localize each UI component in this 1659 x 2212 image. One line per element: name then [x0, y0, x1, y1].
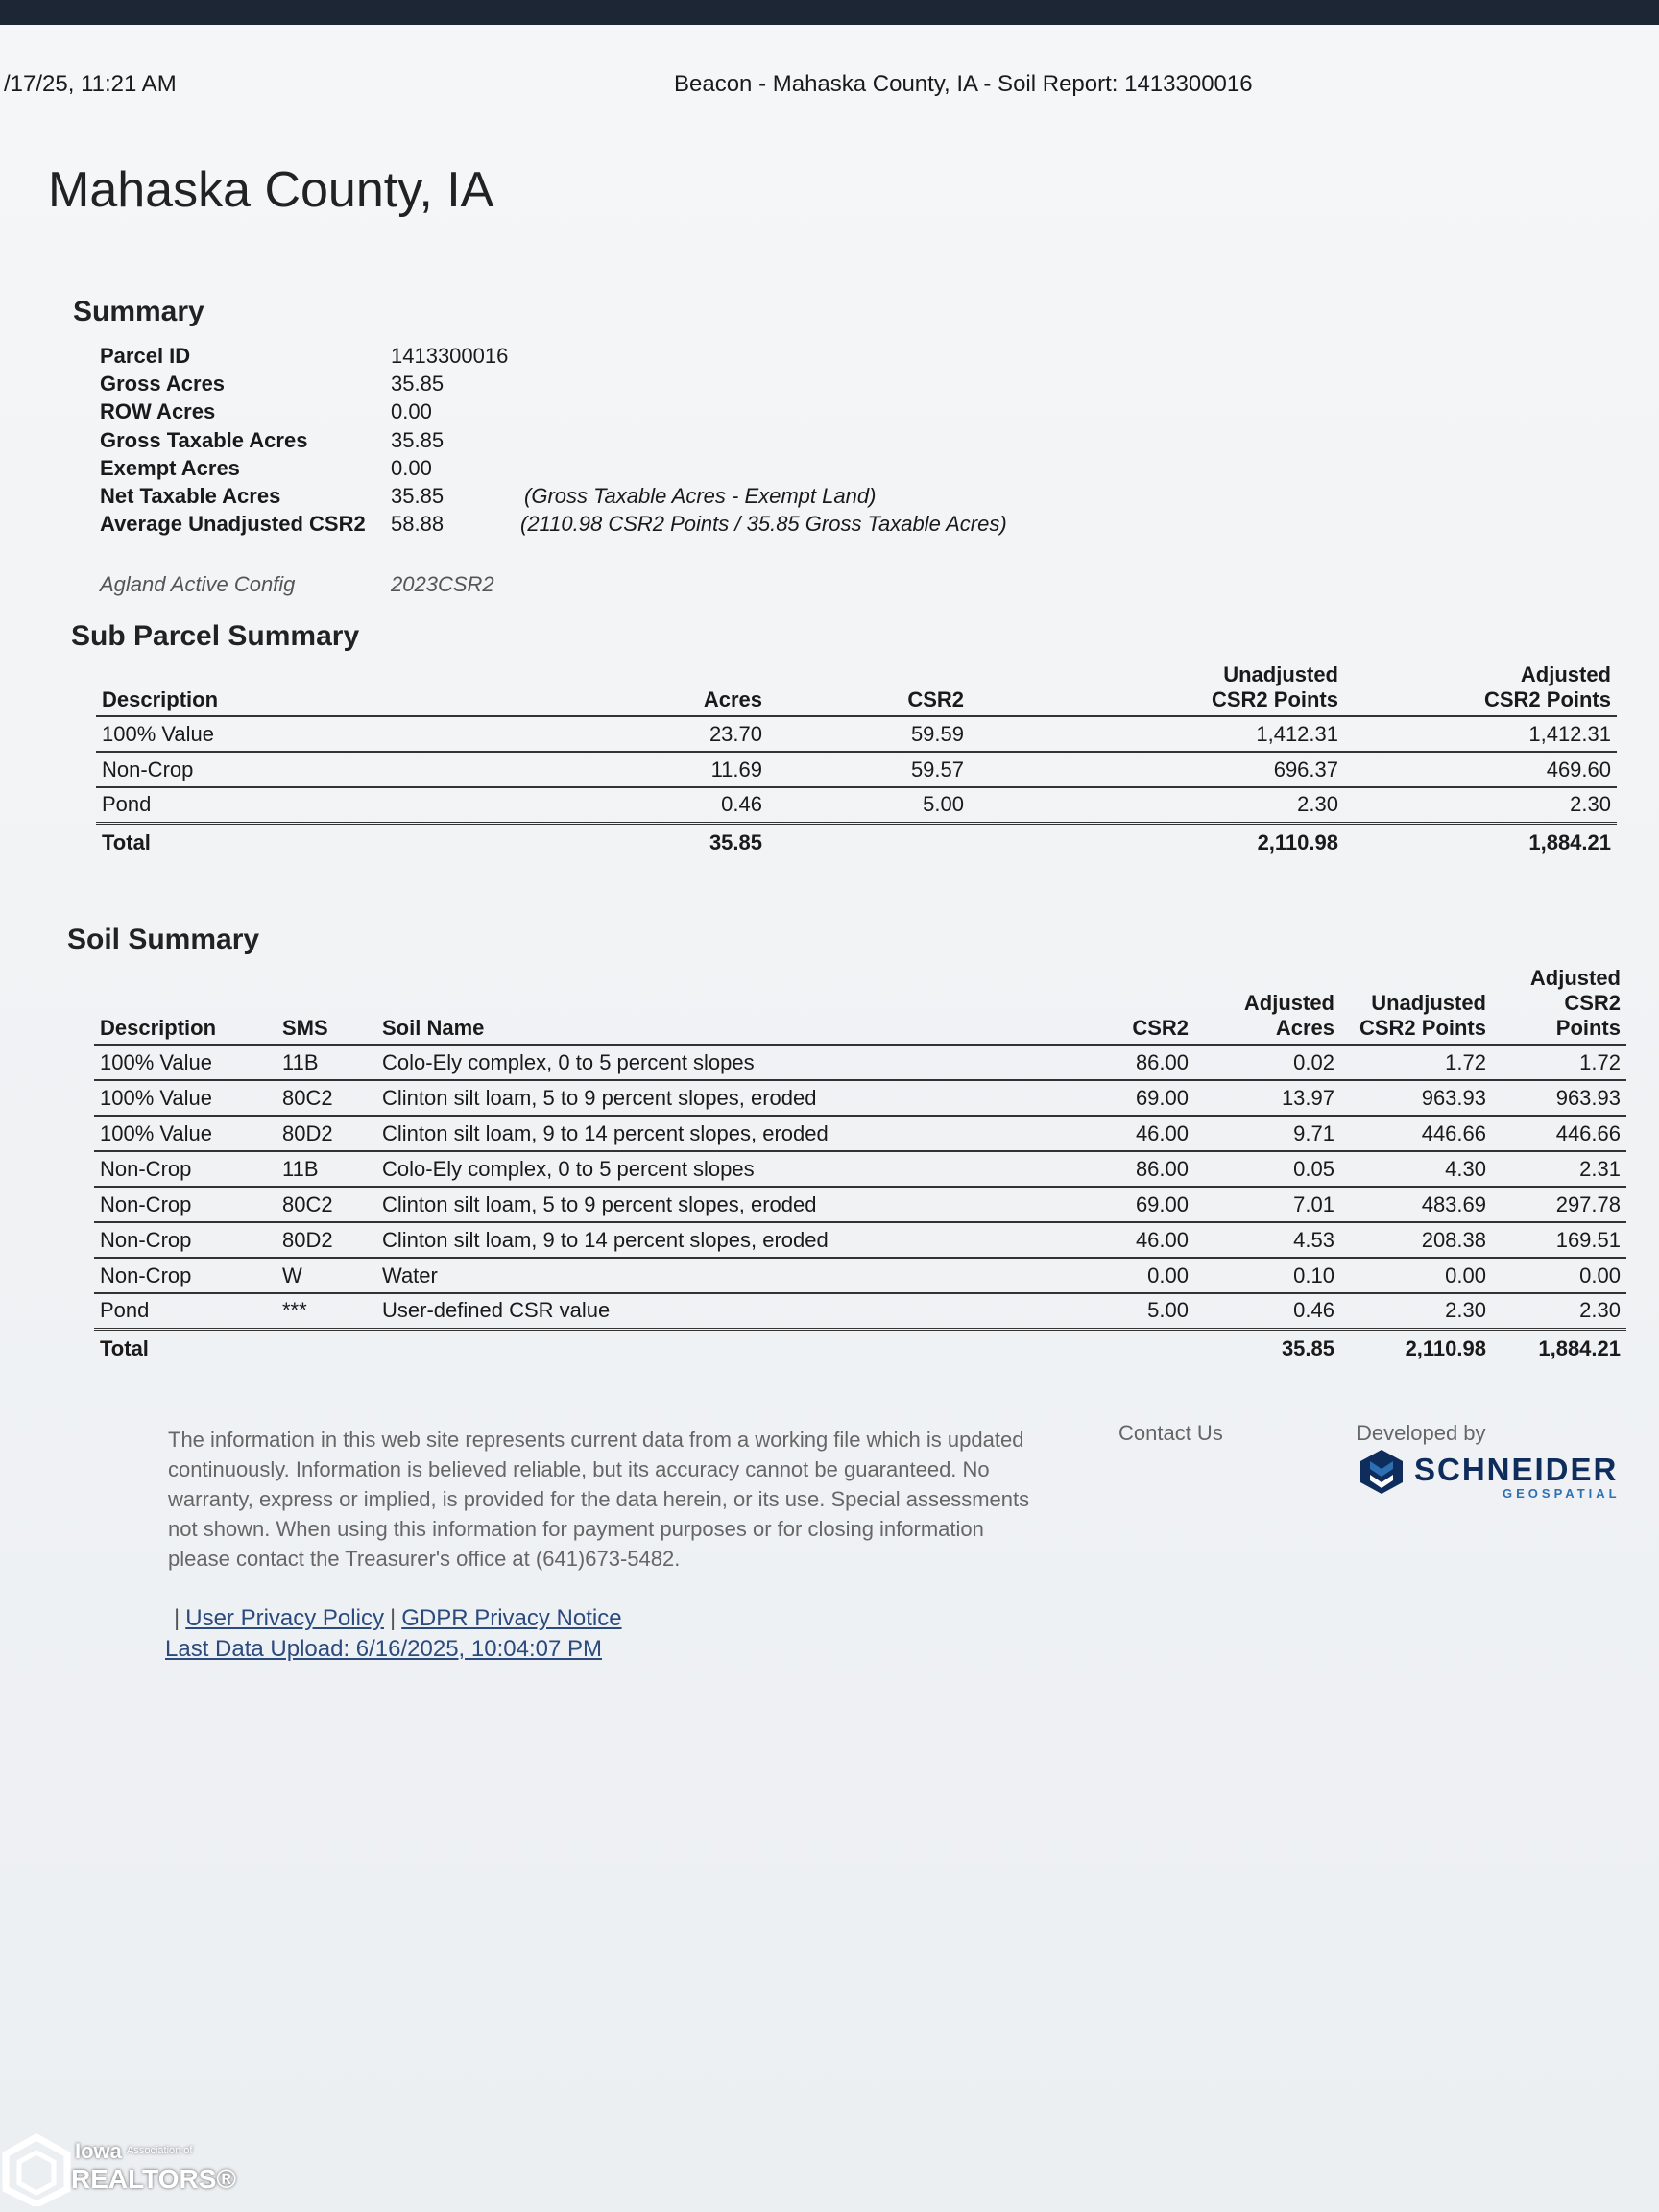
table-cell: 208.38 — [1340, 1222, 1492, 1258]
table-cell: 9.71 — [1194, 1116, 1340, 1151]
table-row — [96, 752, 1617, 787]
logo-subtitle: GEOSPATIAL — [1503, 1486, 1621, 1501]
table-cell: 80D2 — [276, 1222, 376, 1258]
sub-parcel-table — [96, 662, 1617, 861]
config-value: 2023CSR2 — [391, 572, 494, 596]
table-row — [94, 1187, 1626, 1222]
table-cell: 1,884.21 — [1344, 823, 1617, 861]
table-cell: Non-Crop — [96, 752, 538, 787]
table-cell: 0.46 — [1194, 1293, 1340, 1329]
table-cell: 4.30 — [1340, 1151, 1492, 1187]
table-cell: 2.30 — [1344, 787, 1617, 823]
table-cell: 46.00 — [1035, 1222, 1194, 1258]
table-cell: Non-Crop — [94, 1222, 276, 1258]
table-cell: 446.66 — [1340, 1116, 1492, 1151]
schneider-logo-icon — [1357, 1448, 1407, 1496]
table-cell: 80C2 — [276, 1187, 376, 1222]
column-header: Soil Name — [376, 966, 1035, 1045]
table-row — [94, 1080, 1626, 1116]
table-cell: 1.72 — [1340, 1045, 1492, 1080]
table-cell: User-defined CSR value — [376, 1293, 1035, 1329]
table-cell: 35.85 — [538, 823, 768, 861]
table-cell: 0.02 — [1194, 1045, 1340, 1080]
column-header: Unadjusted CSR2 Points — [1340, 966, 1492, 1045]
table-cell: 0.00 — [1340, 1258, 1492, 1293]
summary-note: (2110.98 CSR2 Points / 35.85 Gross Taxable Acres) — [520, 512, 1007, 536]
table-cell: 100% Value — [94, 1080, 276, 1116]
print-timestamp: /17/25, 11:21 AM — [4, 71, 177, 97]
table-cell: 2,110.98 — [1340, 1329, 1492, 1367]
summary-label: Exempt Acres — [100, 456, 240, 480]
table-cell: Total — [96, 823, 538, 861]
table-total-row — [94, 1329, 1626, 1367]
table-cell: 4.53 — [1194, 1222, 1340, 1258]
table-cell: Clinton silt loam, 5 to 9 percent slopes, eroded — [376, 1080, 1035, 1116]
table-cell: 69.00 — [1035, 1187, 1194, 1222]
table-cell: 59.59 — [768, 716, 970, 752]
table-cell: Pond — [96, 787, 538, 823]
table-cell: 35.85 — [1194, 1329, 1340, 1367]
last-data-upload-link[interactable]: Last Data Upload: 6/16/2025, 10:04:07 PM — [165, 1636, 602, 1662]
table-cell: Colo-Ely complex, 0 to 5 percent slopes — [376, 1151, 1035, 1187]
summary-label: Gross Taxable Acres — [100, 428, 308, 452]
table-cell: 483.69 — [1340, 1187, 1492, 1222]
county-title: Mahaska County, IA — [48, 162, 494, 218]
table-cell: 1,412.31 — [970, 716, 1344, 752]
table-cell: Non-Crop — [94, 1151, 276, 1187]
logo-wordmark: SCHNEIDER — [1414, 1452, 1619, 1487]
summary-value: 35.85 — [391, 372, 445, 396]
gdpr-privacy-notice-link[interactable]: GDPR Privacy Notice — [401, 1605, 622, 1631]
link-separator: | — [389, 1605, 397, 1631]
developed-by-label: Developed by — [1357, 1421, 1486, 1445]
soil-summary-table — [94, 966, 1626, 1367]
table-cell: 13.97 — [1194, 1080, 1340, 1116]
table-cell: Clinton silt loam, 9 to 14 percent slopes, eroded — [376, 1222, 1035, 1258]
column-header: Description — [96, 662, 538, 716]
table-cell: 446.66 — [1492, 1116, 1626, 1151]
table-cell: 69.00 — [1035, 1080, 1194, 1116]
table-cell: *** — [276, 1293, 376, 1329]
table-cell: 46.00 — [1035, 1116, 1194, 1151]
summary-value: 58.88 — [391, 512, 445, 536]
table-cell: 59.57 — [768, 752, 970, 787]
table-cell: 0.46 — [538, 787, 768, 823]
table-cell: 0.05 — [1194, 1151, 1340, 1187]
table-cell: 11B — [276, 1045, 376, 1080]
table-cell: 2,110.98 — [970, 823, 1344, 861]
table-cell: 100% Value — [94, 1116, 276, 1151]
table-cell: Non-Crop — [94, 1187, 276, 1222]
table-cell: 963.93 — [1492, 1080, 1626, 1116]
summary-label: Parcel ID — [100, 344, 191, 368]
table-cell: 2.30 — [1340, 1293, 1492, 1329]
summary-note: (Gross Taxable Acres - Exempt Land) — [524, 484, 877, 508]
top-edge-band — [0, 0, 1659, 25]
column-header: SMS — [276, 966, 376, 1045]
summary-heading: Summary — [73, 296, 204, 327]
table-cell: 86.00 — [1035, 1045, 1194, 1080]
table-cell: 100% Value — [94, 1045, 276, 1080]
table-header-row — [94, 966, 1626, 1045]
house-logo-icon — [0, 2133, 73, 2206]
table-cell: 963.93 — [1340, 1080, 1492, 1116]
table-cell: 0.00 — [1035, 1258, 1194, 1293]
table-cell: 86.00 — [1035, 1151, 1194, 1187]
table-cell: 11.69 — [538, 752, 768, 787]
schneider-geospatial-logo[interactable] — [1357, 1448, 1627, 1501]
table-cell: 80C2 — [276, 1080, 376, 1116]
table-cell: 5.00 — [768, 787, 970, 823]
table-cell: Clinton silt loam, 9 to 14 percent slopes, eroded — [376, 1116, 1035, 1151]
summary-value: 0.00 — [391, 456, 432, 480]
watermark-realtors: REALTORS® — [71, 2164, 237, 2194]
watermark-association: Association of — [127, 2145, 193, 2156]
print-page-title: Beacon - Mahaska County, IA - Soil Report: 1413300016 — [674, 71, 1253, 97]
table-cell: 7.01 — [1194, 1187, 1340, 1222]
disclaimer-text: The information in this web site represents current data from a working file which is updated continuously. Information is believed reliable, but its accuracy cannot be guaranteed. No warranty, express or implied, is provided for the data herein, or its use. Special assessments not shown. When using this information for payment purposes or for closing information please contact the Treasurer's office at (641)673-5482. — [168, 1428, 1030, 1571]
table-row — [94, 1222, 1626, 1258]
table-cell: 469.60 — [1344, 752, 1617, 787]
table-row — [94, 1293, 1626, 1329]
table-cell: Clinton silt loam, 5 to 9 percent slopes, eroded — [376, 1187, 1035, 1222]
table-row — [94, 1045, 1626, 1080]
table-cell: 100% Value — [96, 716, 538, 752]
realtors-watermark — [0, 2131, 237, 2208]
contact-us-link[interactable]: Contact Us — [1118, 1421, 1223, 1445]
table-cell: Colo-Ely complex, 0 to 5 percent slopes — [376, 1045, 1035, 1080]
table-cell — [1035, 1329, 1194, 1367]
link-separator: | — [174, 1605, 180, 1631]
sub-parcel-heading: Sub Parcel Summary — [71, 620, 360, 652]
column-header: Adjusted CSR2 Points — [1492, 966, 1626, 1045]
column-header: Acres — [538, 662, 768, 716]
table-cell: 0.10 — [1194, 1258, 1340, 1293]
table-cell: W — [276, 1258, 376, 1293]
table-cell — [276, 1329, 376, 1367]
column-header: CSR2 — [1035, 966, 1194, 1045]
table-row — [96, 787, 1617, 823]
footer-links — [168, 1605, 622, 1632]
table-cell: Non-Crop — [94, 1258, 276, 1293]
user-privacy-policy-link[interactable]: User Privacy Policy — [185, 1605, 384, 1631]
table-cell: 1,884.21 — [1492, 1329, 1626, 1367]
table-cell: 696.37 — [970, 752, 1344, 787]
summary-label: ROW Acres — [100, 399, 216, 423]
table-cell: 2.30 — [970, 787, 1344, 823]
config-label: Agland Active Config — [100, 572, 296, 596]
table-cell: 0.00 — [1492, 1258, 1626, 1293]
column-header: Unadjusted CSR2 Points — [970, 662, 1344, 716]
summary-value: 0.00 — [391, 399, 432, 423]
table-cell: 297.78 — [1492, 1187, 1626, 1222]
table-row — [94, 1258, 1626, 1293]
table-total-row — [96, 823, 1617, 861]
soil-summary-heading: Soil Summary — [67, 924, 260, 955]
table-cell — [768, 823, 970, 861]
table-row — [94, 1116, 1626, 1151]
table-header-row — [96, 662, 1617, 716]
table-cell: 2.30 — [1492, 1293, 1626, 1329]
column-header: Adjusted CSR2 Points — [1344, 662, 1617, 716]
summary-label: Average Unadjusted CSR2 — [100, 512, 366, 536]
table-cell: 1.72 — [1492, 1045, 1626, 1080]
table-cell: Water — [376, 1258, 1035, 1293]
column-header: Adjusted Acres — [1194, 966, 1340, 1045]
table-cell: 23.70 — [538, 716, 768, 752]
table-cell: 80D2 — [276, 1116, 376, 1151]
column-header: CSR2 — [768, 662, 970, 716]
summary-label: Net Taxable Acres — [100, 484, 281, 508]
summary-value: 35.85 — [391, 428, 445, 452]
table-cell: 2.31 — [1492, 1151, 1626, 1187]
table-cell: 5.00 — [1035, 1293, 1194, 1329]
table-cell: 169.51 — [1492, 1222, 1626, 1258]
table-row — [94, 1151, 1626, 1187]
table-cell: Total — [94, 1329, 276, 1367]
column-header: Description — [94, 966, 276, 1045]
watermark-iowa: Iowa — [75, 2139, 122, 2163]
table-row — [96, 716, 1617, 752]
summary-value: 1413300016 — [391, 344, 509, 368]
table-cell: 11B — [276, 1151, 376, 1187]
table-cell: Pond — [94, 1293, 276, 1329]
table-cell — [376, 1329, 1035, 1367]
summary-value: 35.85 — [391, 484, 445, 508]
summary-label: Gross Acres — [100, 372, 226, 396]
table-cell: 1,412.31 — [1344, 716, 1617, 752]
